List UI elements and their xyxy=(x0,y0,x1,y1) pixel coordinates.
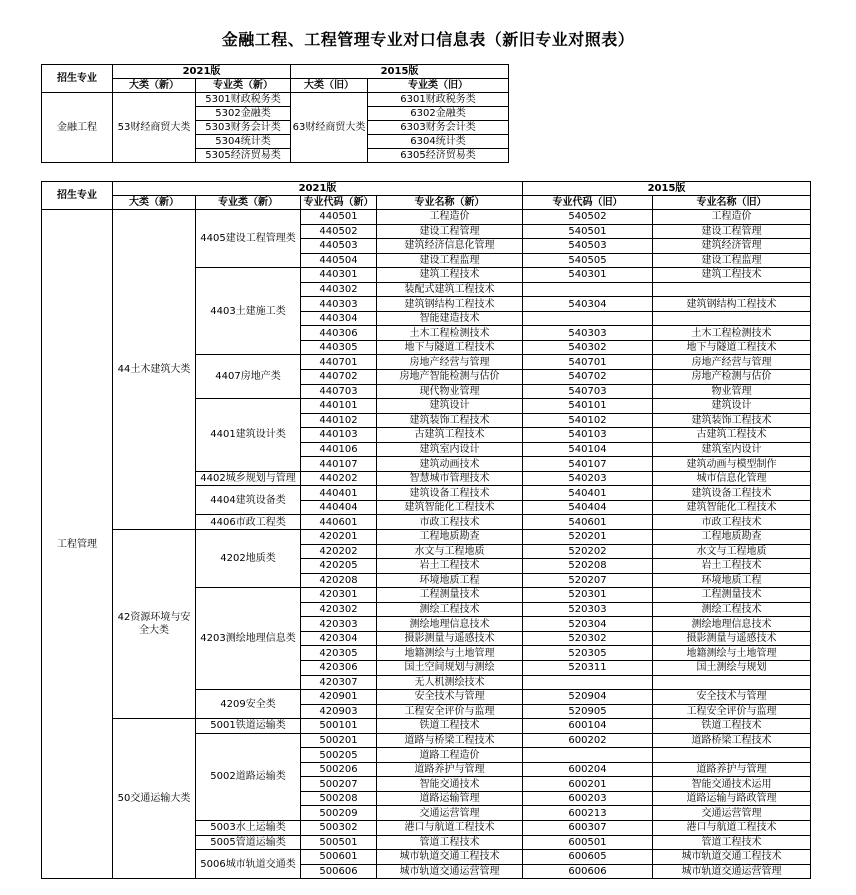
name-new-cell: 地籍测绘与土地管理 xyxy=(377,646,523,661)
category-new-cell: 44土木建筑大类 xyxy=(113,210,196,530)
class-new-cell: 4401建筑设计类 xyxy=(196,399,301,472)
name-new-cell: 智能交通技术 xyxy=(377,777,523,792)
name-new-cell: 古建筑工程技术 xyxy=(377,428,523,443)
name-new-cell: 无人机测绘技术 xyxy=(377,675,523,690)
code-new-cell: 420305 xyxy=(301,646,377,661)
code-old-cell: 540702 xyxy=(523,370,653,385)
engineering-mapping-table xyxy=(41,181,811,879)
code-old-cell: 540505 xyxy=(523,253,653,268)
class-new-cell: 5002道路运输类 xyxy=(196,733,301,820)
class-new-cell: 4404建筑设备类 xyxy=(196,486,301,515)
header-code-old: 专业代码（旧） xyxy=(523,196,653,210)
name-old-cell: 地籍测绘与土地管理 xyxy=(653,646,811,661)
code-new-cell: 500501 xyxy=(301,835,377,850)
name-new-cell: 市政工程技术 xyxy=(377,515,523,530)
code-new-cell: 440103 xyxy=(301,428,377,443)
code-new-cell: 500209 xyxy=(301,806,377,821)
code-new-cell: 420306 xyxy=(301,660,377,675)
code-old-cell: 540404 xyxy=(523,500,653,515)
code-old-cell: 520904 xyxy=(523,690,653,705)
name-new-cell: 道路工程造价 xyxy=(377,748,523,763)
code-old-cell: 540102 xyxy=(523,413,653,428)
name-new-cell: 港口与航道工程技术 xyxy=(377,820,523,835)
class-new-cell: 5303财务会计类 xyxy=(196,121,291,135)
name-old-cell xyxy=(653,311,811,326)
class-new-cell: 4209安全类 xyxy=(196,690,301,719)
code-new-cell: 440504 xyxy=(301,253,377,268)
name-old-cell: 建筑设备工程技术 xyxy=(653,486,811,501)
code-new-cell: 420202 xyxy=(301,544,377,559)
name-old-cell: 国土测绘与规划 xyxy=(653,660,811,675)
name-old-cell: 城市信息化管理 xyxy=(653,471,811,486)
code-old-cell xyxy=(523,675,653,690)
code-new-cell: 420301 xyxy=(301,588,377,603)
name-old-cell: 工程安全评价与监理 xyxy=(653,704,811,719)
code-new-cell: 440107 xyxy=(301,457,377,472)
name-old-cell: 建筑室内设计 xyxy=(653,442,811,457)
code-old-cell: 520201 xyxy=(523,530,653,545)
table-row xyxy=(42,210,811,225)
class-old-cell: 6305经济贸易类 xyxy=(368,149,509,163)
code-new-cell: 500205 xyxy=(301,748,377,763)
name-new-cell: 国土空间规划与测绘 xyxy=(377,660,523,675)
name-old-cell: 建设工程监理 xyxy=(653,253,811,268)
header-2021-edition: 2021版 xyxy=(113,65,291,79)
name-new-cell: 建筑经济信息化管理 xyxy=(377,239,523,254)
code-old-cell: 540703 xyxy=(523,384,653,399)
finance-mapping-table xyxy=(41,64,509,163)
code-new-cell: 440301 xyxy=(301,268,377,283)
name-new-cell: 管道工程技术 xyxy=(377,835,523,850)
class-old-cell: 6301财政税务类 xyxy=(368,93,509,107)
code-new-cell: 440503 xyxy=(301,239,377,254)
code-old-cell: 600204 xyxy=(523,762,653,777)
class-old-cell: 6304统计类 xyxy=(368,135,509,149)
code-new-cell: 500207 xyxy=(301,777,377,792)
class-new-cell: 4203测绘地理信息类 xyxy=(196,588,301,690)
code-old-cell: 540101 xyxy=(523,399,653,414)
class-new-cell: 5001铁道运输类 xyxy=(196,719,301,734)
recruit-major-cell: 工程管理 xyxy=(42,210,113,879)
code-old-cell xyxy=(523,311,653,326)
code-new-cell: 440404 xyxy=(301,500,377,515)
code-old-cell: 540601 xyxy=(523,515,653,530)
code-old-cell: 520311 xyxy=(523,660,653,675)
name-new-cell: 岩土工程技术 xyxy=(377,559,523,574)
header-code-new: 专业代码（新） xyxy=(301,196,377,210)
code-old-cell: 520304 xyxy=(523,617,653,632)
code-new-cell: 420901 xyxy=(301,690,377,705)
header-recruit-major: 招生专业 xyxy=(42,182,113,210)
code-new-cell: 440502 xyxy=(301,224,377,239)
code-old-cell: 600307 xyxy=(523,820,653,835)
code-old-cell: 600606 xyxy=(523,864,653,879)
code-new-cell: 420201 xyxy=(301,530,377,545)
name-old-cell: 物业管理 xyxy=(653,384,811,399)
class-new-cell: 5304统计类 xyxy=(196,135,291,149)
code-old-cell: 540107 xyxy=(523,457,653,472)
class-new-cell: 5305经济贸易类 xyxy=(196,149,291,163)
code-new-cell: 440305 xyxy=(301,340,377,355)
class-new-cell: 5005管道运输类 xyxy=(196,835,301,850)
name-new-cell: 建筑工程技术 xyxy=(377,268,523,283)
code-old-cell: 520207 xyxy=(523,573,653,588)
name-old-cell: 摄影测量与遥感技术 xyxy=(653,631,811,646)
code-new-cell: 440501 xyxy=(301,210,377,225)
code-old-cell: 540104 xyxy=(523,442,653,457)
category-new-cell: 50交通运输大类 xyxy=(113,719,196,879)
name-old-cell: 城市轨道交通工程技术 xyxy=(653,850,811,865)
name-old-cell: 建筑装饰工程技术 xyxy=(653,413,811,428)
code-new-cell: 440702 xyxy=(301,370,377,385)
code-new-cell: 440304 xyxy=(301,311,377,326)
code-old-cell: 540103 xyxy=(523,428,653,443)
recruit-major-cell: 金融工程 xyxy=(42,93,113,163)
code-new-cell: 440401 xyxy=(301,486,377,501)
name-new-cell: 建筑设计 xyxy=(377,399,523,414)
code-old-cell xyxy=(523,282,653,297)
name-new-cell: 摄影测量与遥感技术 xyxy=(377,631,523,646)
name-new-cell: 建筑钢结构工程技术 xyxy=(377,297,523,312)
code-old-cell: 520301 xyxy=(523,588,653,603)
name-old-cell: 建筑设计 xyxy=(653,399,811,414)
name-new-cell: 智能建造技术 xyxy=(377,311,523,326)
name-old-cell: 古建筑工程技术 xyxy=(653,428,811,443)
name-old-cell: 水文与工程地质 xyxy=(653,544,811,559)
code-old-cell: 600104 xyxy=(523,719,653,734)
header-class-new: 专业类（新） xyxy=(196,79,291,93)
name-old-cell: 铁道工程技术 xyxy=(653,719,811,734)
code-new-cell: 420205 xyxy=(301,559,377,574)
name-new-cell: 道路与桥梁工程技术 xyxy=(377,733,523,748)
name-new-cell: 房地产经营与管理 xyxy=(377,355,523,370)
class-new-cell: 4402城乡规划与管理 xyxy=(196,471,301,486)
name-old-cell xyxy=(653,675,811,690)
name-new-cell: 工程地质勘查 xyxy=(377,530,523,545)
code-old-cell: 600202 xyxy=(523,733,653,748)
table-subheader-row xyxy=(42,79,509,93)
code-new-cell: 500302 xyxy=(301,820,377,835)
code-new-cell: 420304 xyxy=(301,631,377,646)
code-old-cell: 600213 xyxy=(523,806,653,821)
name-old-cell: 建筑经济管理 xyxy=(653,239,811,254)
name-new-cell: 房地产智能检测与估价 xyxy=(377,370,523,385)
class-old-cell: 6302金融类 xyxy=(368,107,509,121)
table-header-row xyxy=(42,182,811,196)
name-old-cell: 土木工程检测技术 xyxy=(653,326,811,341)
name-old-cell xyxy=(653,282,811,297)
code-old-cell: 540502 xyxy=(523,210,653,225)
code-old-cell: 540501 xyxy=(523,224,653,239)
code-old-cell: 540304 xyxy=(523,297,653,312)
code-new-cell: 440303 xyxy=(301,297,377,312)
class-new-cell: 5003水上运输类 xyxy=(196,820,301,835)
code-new-cell: 440101 xyxy=(301,399,377,414)
code-new-cell: 420307 xyxy=(301,675,377,690)
name-old-cell: 城市轨道交通运营管理 xyxy=(653,864,811,879)
name-new-cell: 土木工程检测技术 xyxy=(377,326,523,341)
name-old-cell: 测绘地理信息技术 xyxy=(653,617,811,632)
name-old-cell: 管道工程技术 xyxy=(653,835,811,850)
code-new-cell: 420303 xyxy=(301,617,377,632)
code-old-cell: 600201 xyxy=(523,777,653,792)
header-2021-edition: 2021版 xyxy=(113,182,523,196)
name-old-cell: 建筑动画与模型制作 xyxy=(653,457,811,472)
code-old-cell: 540203 xyxy=(523,471,653,486)
class-new-cell: 4405建设工程管理类 xyxy=(196,210,301,268)
name-old-cell: 智能交通技术运用 xyxy=(653,777,811,792)
name-old-cell: 工程地质勘查 xyxy=(653,530,811,545)
name-new-cell: 建筑设备工程技术 xyxy=(377,486,523,501)
name-old-cell: 市政工程技术 xyxy=(653,515,811,530)
name-old-cell: 道路桥梁工程技术 xyxy=(653,733,811,748)
code-new-cell: 440202 xyxy=(301,471,377,486)
name-new-cell: 道路养护与管理 xyxy=(377,762,523,777)
code-old-cell: 540701 xyxy=(523,355,653,370)
table-row xyxy=(42,530,811,545)
name-new-cell: 建设工程管理 xyxy=(377,224,523,239)
name-old-cell: 房地产经营与管理 xyxy=(653,355,811,370)
name-old-cell: 地下与隧道工程技术 xyxy=(653,340,811,355)
name-new-cell: 铁道工程技术 xyxy=(377,719,523,734)
class-new-cell: 5301财政税务类 xyxy=(196,93,291,107)
class-new-cell: 5006城市轨道交通类 xyxy=(196,850,301,879)
name-new-cell: 道路运输管理 xyxy=(377,791,523,806)
code-new-cell: 500201 xyxy=(301,733,377,748)
name-new-cell: 建筑智能化工程技术 xyxy=(377,500,523,515)
name-old-cell: 交通运营管理 xyxy=(653,806,811,821)
code-old-cell: 600605 xyxy=(523,850,653,865)
code-old-cell: 520303 xyxy=(523,602,653,617)
code-old-cell: 520905 xyxy=(523,704,653,719)
name-new-cell: 环境地质工程 xyxy=(377,573,523,588)
table-subheader-row xyxy=(42,196,811,210)
code-new-cell: 420208 xyxy=(301,573,377,588)
code-new-cell: 500101 xyxy=(301,719,377,734)
name-new-cell: 地下与隧道工程技术 xyxy=(377,340,523,355)
class-new-cell: 4406市政工程类 xyxy=(196,515,301,530)
name-new-cell: 建设工程监理 xyxy=(377,253,523,268)
name-old-cell: 工程造价 xyxy=(653,210,811,225)
category-old-cell: 63财经商贸大类 xyxy=(291,93,368,163)
name-new-cell: 城市轨道交通运营管理 xyxy=(377,864,523,879)
page-title: 金融工程、工程管理专业对口信息表（新旧专业对照表） xyxy=(221,30,635,49)
name-old-cell xyxy=(653,748,811,763)
code-new-cell: 500206 xyxy=(301,762,377,777)
header-2015-edition: 2015版 xyxy=(291,65,509,79)
class-new-cell: 4407房地产类 xyxy=(196,355,301,399)
name-old-cell: 安全技术与管理 xyxy=(653,690,811,705)
name-new-cell: 安全技术与管理 xyxy=(377,690,523,705)
name-new-cell: 工程安全评价与监理 xyxy=(377,704,523,719)
name-new-cell: 测绘工程技术 xyxy=(377,602,523,617)
name-old-cell: 工程测量技术 xyxy=(653,588,811,603)
code-old-cell: 520208 xyxy=(523,559,653,574)
header-category-old: 大类（旧） xyxy=(291,79,368,93)
name-new-cell: 装配式建筑工程技术 xyxy=(377,282,523,297)
name-old-cell: 道路运输与路政管理 xyxy=(653,791,811,806)
code-new-cell: 500606 xyxy=(301,864,377,879)
name-new-cell: 建筑室内设计 xyxy=(377,442,523,457)
name-new-cell: 城市轨道交通工程技术 xyxy=(377,850,523,865)
class-new-cell: 4403土建施工类 xyxy=(196,268,301,355)
code-old-cell: 520305 xyxy=(523,646,653,661)
name-new-cell: 建筑动画技术 xyxy=(377,457,523,472)
code-new-cell: 440106 xyxy=(301,442,377,457)
code-new-cell: 500601 xyxy=(301,850,377,865)
code-new-cell: 440306 xyxy=(301,326,377,341)
name-new-cell: 测绘地理信息技术 xyxy=(377,617,523,632)
code-old-cell: 540401 xyxy=(523,486,653,501)
header-2015-edition: 2015版 xyxy=(523,182,811,196)
name-old-cell: 道路养护与管理 xyxy=(653,762,811,777)
code-new-cell: 440601 xyxy=(301,515,377,530)
table-header-row xyxy=(42,65,509,79)
name-old-cell: 建设工程管理 xyxy=(653,224,811,239)
name-old-cell: 建筑工程技术 xyxy=(653,268,811,283)
code-old-cell: 520202 xyxy=(523,544,653,559)
code-old-cell: 600501 xyxy=(523,835,653,850)
header-class-new: 专业类（新） xyxy=(196,196,301,210)
code-old-cell: 540303 xyxy=(523,326,653,341)
header-name-new: 专业名称（新） xyxy=(377,196,523,210)
name-new-cell: 智慧城市管理技术 xyxy=(377,471,523,486)
name-new-cell: 建筑装饰工程技术 xyxy=(377,413,523,428)
name-old-cell: 环境地质工程 xyxy=(653,573,811,588)
class-new-cell: 5302金融类 xyxy=(196,107,291,121)
name-new-cell: 交通运营管理 xyxy=(377,806,523,821)
name-new-cell: 工程造价 xyxy=(377,210,523,225)
name-old-cell: 建筑智能化工程技术 xyxy=(653,500,811,515)
name-old-cell: 建筑钢结构工程技术 xyxy=(653,297,811,312)
header-name-old: 专业名称（旧） xyxy=(653,196,811,210)
table-row xyxy=(42,719,811,734)
code-new-cell: 440302 xyxy=(301,282,377,297)
header-category-new: 大类（新） xyxy=(113,79,196,93)
header-recruit-major: 招生专业 xyxy=(42,65,113,93)
code-new-cell: 500208 xyxy=(301,791,377,806)
name-new-cell: 现代物业管理 xyxy=(377,384,523,399)
code-old-cell: 520302 xyxy=(523,631,653,646)
category-new-cell: 42资源环境与安全大类 xyxy=(113,530,196,719)
name-new-cell: 工程测量技术 xyxy=(377,588,523,603)
code-new-cell: 420903 xyxy=(301,704,377,719)
code-new-cell: 440703 xyxy=(301,384,377,399)
name-old-cell: 港口与航道工程技术 xyxy=(653,820,811,835)
code-old-cell: 540503 xyxy=(523,239,653,254)
name-new-cell: 水文与工程地质 xyxy=(377,544,523,559)
name-old-cell: 测绘工程技术 xyxy=(653,602,811,617)
code-old-cell xyxy=(523,748,653,763)
header-class-old: 专业类（旧） xyxy=(368,79,509,93)
code-new-cell: 440102 xyxy=(301,413,377,428)
class-new-cell: 4202地质类 xyxy=(196,530,301,588)
name-old-cell: 岩土工程技术 xyxy=(653,559,811,574)
class-old-cell: 6303财务会计类 xyxy=(368,121,509,135)
code-old-cell: 600203 xyxy=(523,791,653,806)
header-category-new: 大类（新） xyxy=(113,196,196,210)
category-new-cell: 53财经商贸大类 xyxy=(113,93,196,163)
code-new-cell: 440701 xyxy=(301,355,377,370)
code-old-cell: 540301 xyxy=(523,268,653,283)
name-old-cell: 房地产检测与估价 xyxy=(653,370,811,385)
table-row xyxy=(42,93,509,107)
code-old-cell: 540302 xyxy=(523,340,653,355)
code-new-cell: 420302 xyxy=(301,602,377,617)
